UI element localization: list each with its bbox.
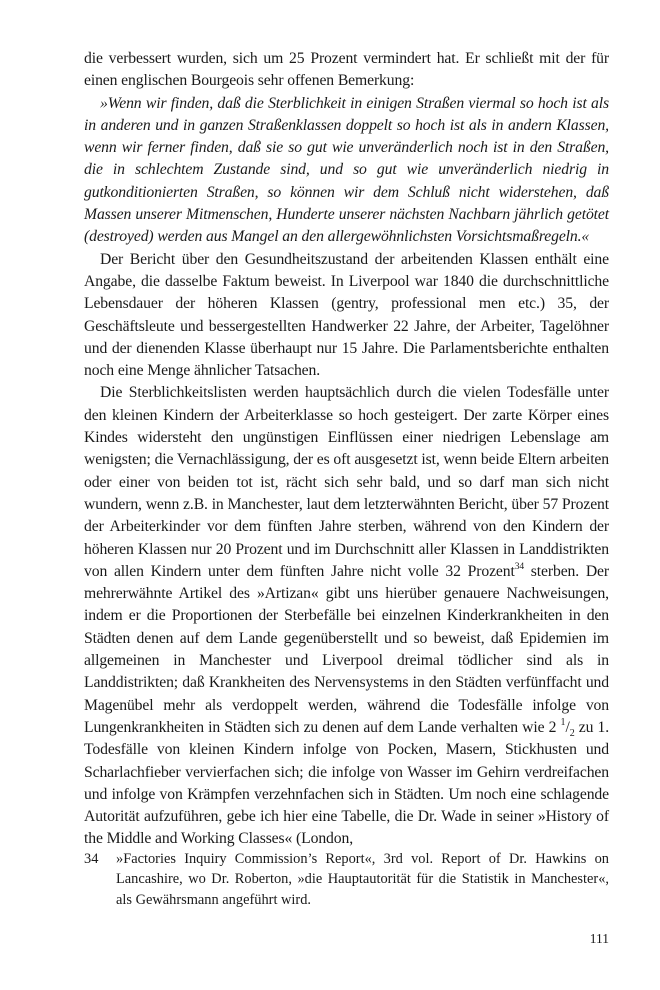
paragraph-mortality-lists	[84, 382, 609, 850]
footnote-text: »Factories Inquiry Commission’s Report«, 3rd vol. Report of Dr. Hawkins on Lancashire, wo Dr. Roberton, »die Hauptautorität für die Statistik in Manchester«, als Gewährsmann angeführt wird.	[116, 851, 609, 908]
page-number: 111	[589, 931, 609, 946]
paragraph-health-report: Der Bericht über den Gesundheitszustand der arbeitenden Klassen enthält eine Angabe, die dasselbe Faktum beweist. In Liverpool war 1840 die durchschnittliche Lebensdauer der höheren Klassen (gentry, professional men etc.) 35, der Geschäftsleute und bessergestellten Handwerker 22 Jahre, der Arbeiter, Tagelöhner und der dienenden Klasse überhaupt nur 15 Jahre. Die Parlamentsberichte enthalten noch eine Menge ähnlicher Tatsachen.	[84, 250, 609, 380]
fraction-separator: /	[565, 718, 570, 736]
fraction-numerator: 1	[560, 716, 566, 728]
paragraph-text-part3: zu 1. Todesfälle von kleinen Kindern infolge von Pocken, Masern, Stickhusten und Scharlachfieber vervierfachen sich; die infolge von Wasser im Gehirn verdreifachen und infolge von Krämpfen verzehnfachen sich in Städten. Um noch eine schlagende Autorität aufzuführen, gebe ich hier eine Tabelle, die Dr. Wade in seiner »History of the Middle and Working Classes« (London,	[84, 718, 610, 848]
fraction-denominator: 2	[569, 728, 575, 740]
footnote-reference: 34	[514, 561, 525, 572]
footnote-number: 34	[84, 851, 99, 867]
paragraph-text-part2: sterben. Der mehrerwähnte Artikel des »Artizan« gibt uns hierüber genauere Nachweisungen, indem er die Proportionen der Sterbefälle bei einzelnen Kinderkrankheiten in den Städten denen auf dem Lande gegenüberstellt und so beweist, daß Epidemien im allgemeinen in Manchester und Liverpool dreimal tödlicher sind als in Landdistrikten; daß Krankheiten des Nervensystems in den Städten verfünffacht und Magenübel mehr als verdoppelt werden, während die Todesfälle infolge von Lungenkrankheiten in Städten sich zu denen auf dem Lande verhalten wie 2	[84, 562, 609, 736]
footnote	[84, 849, 609, 910]
paragraph-continued: die verbessert wurden, sich um 25 Prozent vermindert hat. Er schließt mit der für einen englischen Bourgeois sehr offenen Bemerkung:	[84, 50, 609, 90]
main-text	[84, 48, 609, 851]
fraction	[560, 716, 575, 740]
paragraph-text-part1: Die Sterblichkeitslisten werden hauptsächlich durch die vielen Todesfälle unter den kleinen Kindern der Arbeiterklasse so hoch gesteigert. Der zarte Körper eines Kindes widersteht den ungünstigen Einflüssen einer niedrigen Lebenslage am wenigsten; die Vernachlässigung, der es oft ausgesetzt ist, wenn beide Eltern arbeiten oder einer von beiden tot ist, rächt sich sehr bald, und so darf man sich nicht wundern, wenn z.B. in Manchester, laut dem letzterwähnten Bericht, über 57 Prozent der Arbeiterkinder vor dem fünften Jahre sterben, während von den Kindern der höheren Klassen nur 20 Prozent und im Durchschnitt aller Klassen in Landdistrikten von allen Kindern unter dem fünften Jahre nicht volle 32 Prozent	[84, 384, 609, 580]
quotation-paragraph: »Wenn wir finden, daß die Sterblichkeit in einigen Straßen viermal so hoch ist als in anderen und in ganzen Straßenklassen doppelt so hoch ist als in andern Klassen, wenn wir ferner finden, daß sie so gut wie unveränderlich noch ist in den Straßen, die in schlechtem Zustande sind, und so gut wie unveränderlich niedrig in gutkonditionierten Straßen, so können wir dem Schluß nicht widerstehen, daß Massen unserer Mitmenschen, Hunderte unserer nächsten Nachbarn jährlich getötet (destroyed) werden aus Mangel an den allergewöhnlichsten Vorsichtsmaßregeln.«	[84, 94, 609, 246]
